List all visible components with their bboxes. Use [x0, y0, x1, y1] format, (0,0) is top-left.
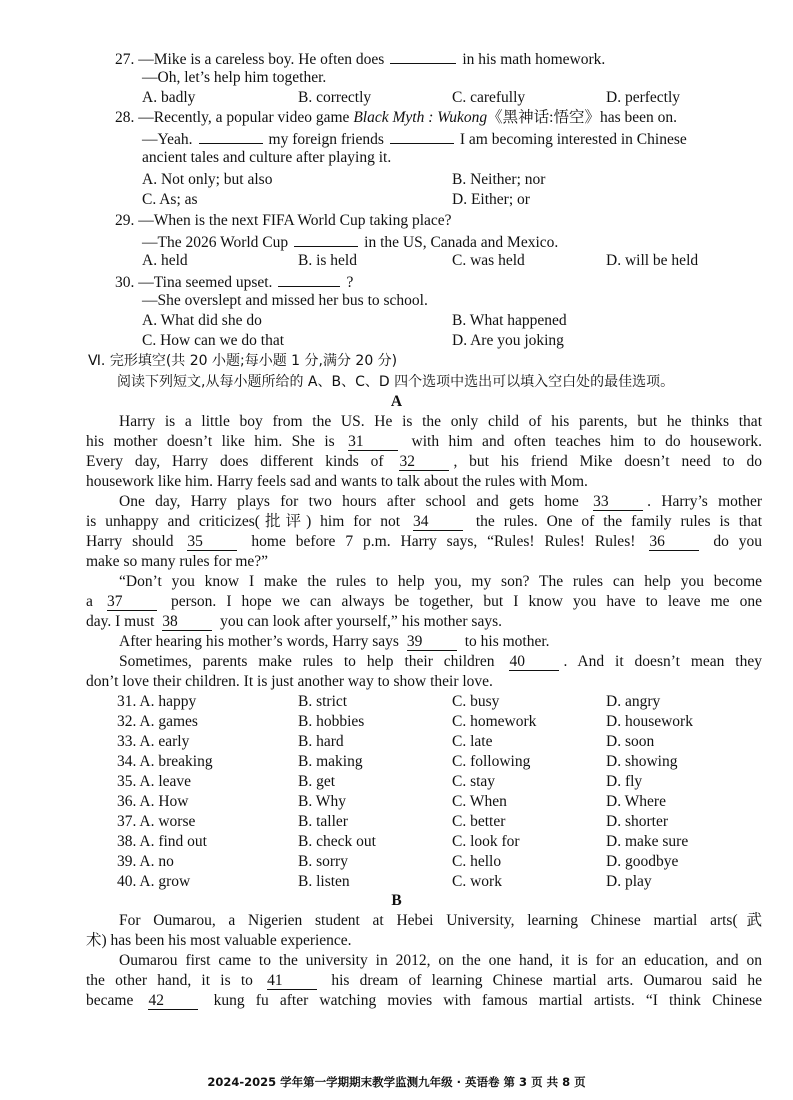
question-number: 27.: [115, 51, 135, 68]
option: C. homework: [452, 713, 537, 730]
blank-number: 36: [649, 534, 699, 551]
answer-blank: [390, 48, 456, 64]
passage-line: [86, 432, 762, 452]
passage-line: [86, 512, 762, 532]
option: B. taller: [298, 813, 348, 830]
question-27: [115, 48, 605, 68]
passage-text: the other hand, it is to: [86, 972, 253, 989]
option: B. get: [298, 773, 336, 790]
option: 36. A. How: [117, 793, 189, 810]
passage-line: make so many rules for me?”: [86, 553, 269, 570]
answer-blank: [294, 231, 358, 247]
option: B. hard: [298, 733, 344, 750]
passage-text: do you: [713, 533, 763, 550]
option: B. is held: [298, 252, 357, 269]
option: D. soon: [606, 733, 655, 750]
passage-text: home before 7 p.m. Harry says, “Rules! Rules! Rules!: [251, 533, 636, 550]
passage-line: [119, 632, 762, 652]
passage-text: Every day, Harry does different kinds of: [86, 453, 384, 470]
option: D. Where: [606, 793, 666, 810]
question-28-cont: ancient tales and culture after playing it.: [142, 149, 392, 166]
option: 34. A. breaking: [117, 753, 213, 770]
option: D. shorter: [606, 813, 668, 830]
passage-line: 术) has been his most valuable experience.: [86, 932, 352, 949]
passage-text: Harry should: [86, 533, 174, 550]
question-text: 《黑神话:悟空》has been on.: [487, 109, 678, 126]
option: D. fly: [606, 773, 643, 790]
question-30-reply: —She overslept and missed her bus to school.: [142, 292, 428, 309]
option: D. will be held: [606, 252, 699, 269]
blank-number: 42: [148, 993, 198, 1010]
option: D. goodbye: [606, 853, 679, 870]
question-mark: ?: [346, 274, 354, 291]
section-instruction: 阅读下列短文,从每小题所给的 A、B、C、D 四个选项中选出可以填入空白处的最佳选项。: [117, 374, 675, 390]
passage-b-label: B: [391, 892, 402, 909]
passage-a-label: A: [390, 393, 403, 410]
option: C. hello: [452, 853, 502, 870]
section-title: Ⅵ. 完形填空(共 20 小题;每小题 1 分,满分 20 分): [88, 353, 398, 369]
option: C. busy: [452, 693, 500, 710]
blank-number: 39: [407, 634, 457, 651]
passage-line: [119, 492, 762, 512]
option: 33. A. early: [117, 733, 190, 750]
option: C. When: [452, 793, 507, 810]
option: B. Neither; nor: [452, 171, 546, 188]
game-title: Black Myth : Wukong: [353, 109, 488, 126]
option: B. listen: [298, 873, 350, 890]
question-text: —The 2026 World Cup: [142, 234, 289, 251]
passage-text: is unhappy and criticizes(批评) him for not: [86, 513, 401, 530]
option: C. work: [452, 873, 502, 890]
option: C. late: [452, 733, 493, 750]
question-text: —Tina seemed upset.: [138, 274, 273, 291]
passage-line: [86, 452, 762, 472]
passage-line: don’t love their children. It is just another way to show their love.: [86, 673, 493, 690]
passage-text: Sometimes, parents make rules to help their children: [119, 653, 495, 670]
passage-text: One day, Harry plays for two hours after school and gets home: [119, 493, 579, 510]
option: D. make sure: [606, 833, 689, 850]
option: B. strict: [298, 693, 348, 710]
option: 31. A. happy: [117, 693, 197, 710]
passage-text: you can look after yourself,” his mother says.: [220, 613, 502, 630]
passage-text: became: [86, 992, 134, 1009]
option: B. Why: [298, 793, 346, 810]
question-text: I am becoming interested in Chinese: [459, 131, 687, 148]
option: C. was held: [452, 252, 525, 269]
question-number: 29.: [115, 212, 135, 229]
option: 39. A. no: [117, 853, 174, 870]
question-text: —Yeah.: [142, 131, 193, 148]
page-footer: 2024-2025 学年第一学期期末教学监测九年级 · 英语卷 第 3 页 共 8 页: [207, 1075, 586, 1089]
passage-text: kung fu after watching movies with famous martial artists. “I think Chinese: [213, 992, 763, 1009]
option: C. How can we do that: [142, 332, 285, 349]
option: 32. A. games: [117, 713, 198, 730]
blank-number: 37: [107, 594, 157, 611]
question-text: —When is the next FIFA World Cup taking place?: [138, 212, 452, 229]
passage-text: . And it doesn’t mean they: [563, 653, 762, 670]
question-29: [115, 211, 452, 231]
option: B. What happened: [452, 312, 567, 329]
passage-text: After hearing his mother’s words, Harry says: [119, 633, 399, 650]
passage-text: the rules. One of the family rules is that: [475, 513, 762, 530]
option: D. angry: [606, 693, 661, 710]
option: D. play: [606, 873, 652, 890]
passage-line: [86, 592, 762, 612]
answer-blank: [199, 128, 263, 144]
option: C. look for: [452, 833, 520, 850]
passage-line: housework like him. Harry feels sad and wants to talk about the rules with Mom.: [86, 473, 588, 490]
option: A. badly: [142, 89, 196, 106]
passage-text: his dream of learning Chinese martial arts. Oumarou said he: [331, 972, 762, 989]
question-text: in his math homework.: [462, 51, 606, 68]
question-28: [115, 108, 677, 128]
question-text: —Mike is a careless boy. He often does: [138, 51, 385, 68]
option: C. following: [452, 753, 531, 770]
blank-number: 35: [187, 534, 237, 551]
passage-text: a: [86, 593, 93, 610]
passage-line: [86, 971, 762, 991]
passage-text: his mother doesn’t like him. She is: [86, 433, 335, 450]
passage-text: person. I hope we can always be together, but I know you have to leave me one: [171, 593, 762, 610]
question-text: in the US, Canada and Mexico.: [364, 234, 559, 251]
passage-text: to his mother.: [464, 633, 550, 650]
question-text: —Recently, a popular video game: [138, 109, 350, 126]
question-number: 30.: [115, 274, 135, 291]
passage-text: . Harry’s mother: [647, 493, 763, 510]
passage-text: , but his friend Mike doesn’t need to do: [453, 453, 762, 470]
passage-line: [119, 652, 762, 672]
answer-blank: [390, 128, 454, 144]
blank-number: 33: [593, 494, 643, 511]
question-text: my foreign friends: [268, 131, 384, 148]
option: D. showing: [606, 753, 678, 770]
question-30: [115, 271, 353, 291]
blank-number: 32: [399, 454, 449, 471]
option: C. stay: [452, 773, 496, 790]
option: A. What did she do: [142, 312, 262, 329]
option: C. As; as: [142, 191, 198, 208]
option: B. hobbies: [298, 713, 365, 730]
question-29-reply: [142, 231, 558, 251]
option: D. Are you joking: [452, 332, 564, 349]
option: B. sorry: [298, 853, 348, 870]
passage-line: For Oumarou, a Nigerien student at Hebei University, learning Chinese martial arts(武: [119, 912, 762, 929]
option: D. Either; or: [452, 191, 530, 208]
option: 37. A. worse: [117, 813, 196, 830]
option: C. better: [452, 813, 506, 830]
passage-line: [86, 991, 762, 1011]
option: 38. A. find out: [117, 833, 207, 850]
question-28-reply: [142, 128, 687, 148]
question-27-reply: —Oh, let’s help him together.: [142, 69, 327, 86]
answer-blank: [278, 271, 340, 287]
passage-line: [86, 612, 762, 632]
passage-line: Oumarou first came to the university in 2012, on the one hand, it is for an education, and on: [119, 952, 762, 969]
option: A. held: [142, 252, 188, 269]
passage-line: Harry is a little boy from the US. He is the only child of his parents, but he thinks that: [119, 413, 762, 430]
question-number: 28.: [115, 109, 135, 126]
option: D. housework: [606, 713, 693, 730]
option: A. Not only; but also: [142, 171, 273, 188]
option: C. carefully: [452, 89, 526, 106]
blank-number: 31: [348, 434, 398, 451]
passage-line: “Don’t you know I make the rules to help you, my son? The rules can help you become: [119, 573, 762, 590]
blank-number: 40: [509, 654, 559, 671]
passage-line: [86, 532, 762, 552]
blank-number: 41: [267, 973, 317, 990]
blank-number: 34: [413, 514, 463, 531]
option: B. correctly: [298, 89, 372, 106]
option: B. making: [298, 753, 363, 770]
passage-text: day. I must: [86, 613, 155, 630]
option: 40. A. grow: [117, 873, 191, 890]
option: 35. A. leave: [117, 773, 192, 790]
passage-text: with him and often teaches him to do housework.: [411, 433, 762, 450]
option: D. perfectly: [606, 89, 681, 106]
option: B. check out: [298, 833, 376, 850]
blank-number: 38: [162, 614, 212, 631]
